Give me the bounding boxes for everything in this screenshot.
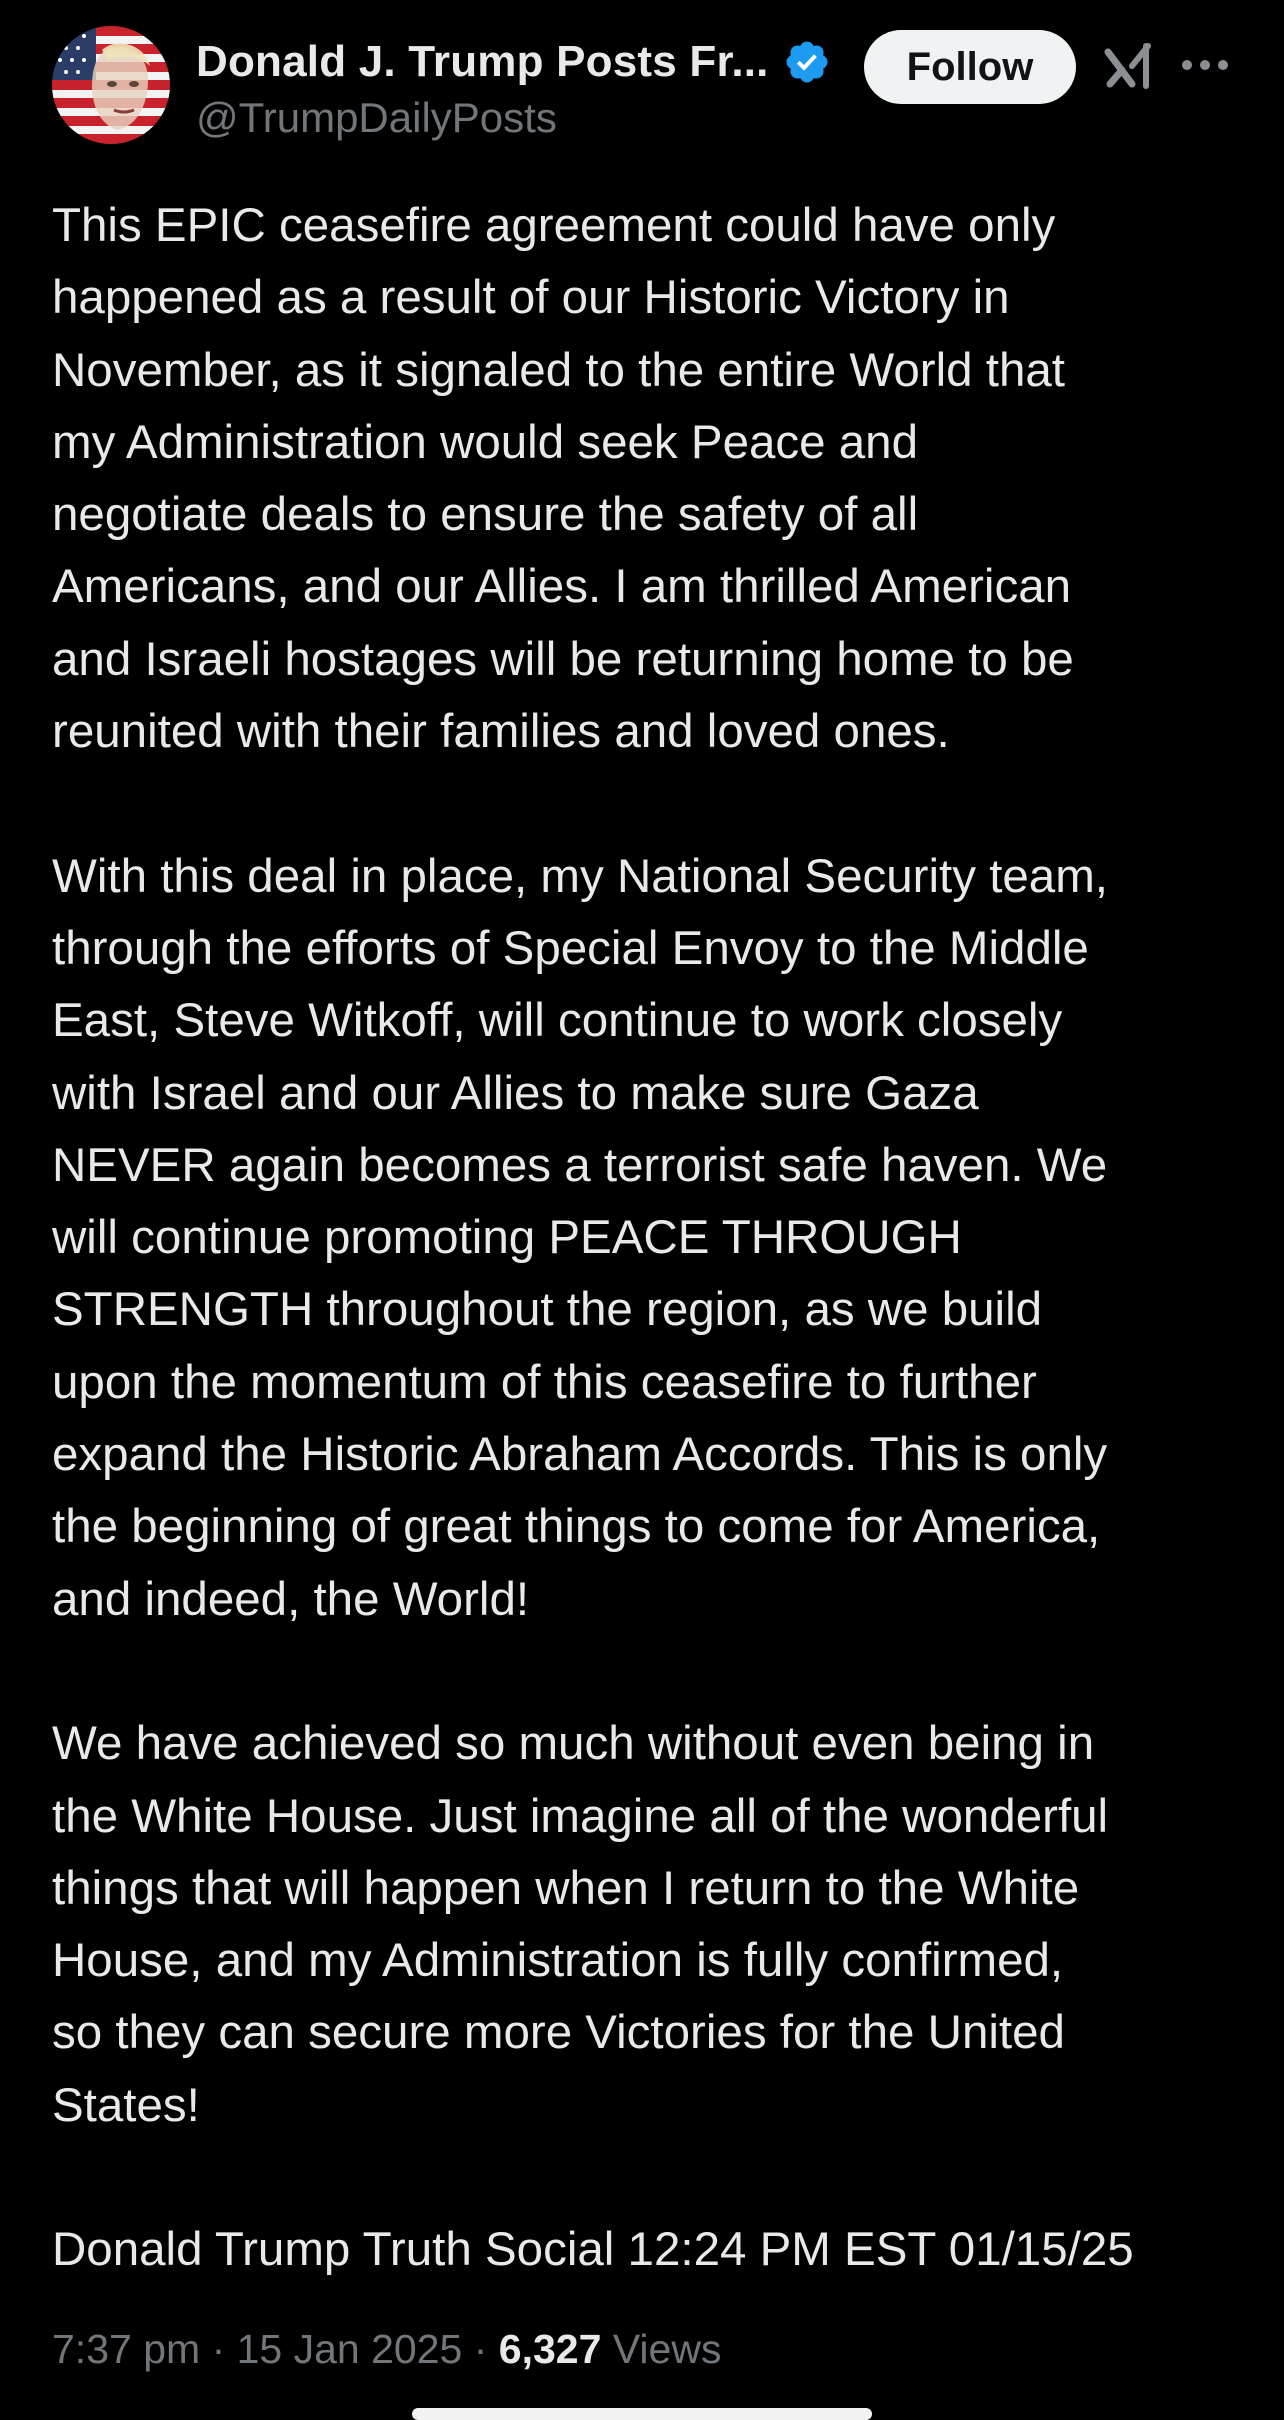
more-options-icon[interactable] [1178, 52, 1232, 78]
meta-separator: · [473, 2326, 488, 2372]
verified-badge-icon [783, 38, 831, 86]
post-header [52, 26, 1232, 150]
author-handle[interactable]: @TrumpDailyPosts [196, 94, 557, 141]
home-indicator[interactable] [412, 2408, 872, 2420]
post-source-line: Donald Trump Truth Social 12:24 PM EST 01/15/25 [52, 2223, 1134, 2277]
author-display-name[interactable]: Donald J. Trump Posts Fr... [196, 37, 769, 86]
post-time[interactable]: 7:37 pm [52, 2326, 201, 2372]
post-body [52, 190, 1242, 2287]
views-count[interactable]: 6,327 [498, 2326, 602, 2372]
meta-separator: · [211, 2326, 226, 2372]
follow-button[interactable]: Follow [864, 30, 1076, 104]
author-avatar[interactable] [52, 26, 170, 144]
flag-portrait-avatar [52, 26, 170, 144]
grok-icon[interactable] [1102, 38, 1158, 94]
post-paragraph: With this deal in place, my National Security team, through the efforts of Special Envoy to the Middle East, Steve Witkoff, will continue to work closely with Israel and our Allies to make sure Gaza NEVER again becomes a terrorist safe haven. We will continue promoting PEACE THROUGH STRENGTH throughout the region, as we build upon the momentum of this ceasefire to further expand the Historic Abraham Accords. This is only the beginning of great things to come for America, and indeed, the World! [52, 849, 1108, 1626]
post-paragraph: We have achieved so much without even being in the White House. Just imagine all of the wonderful things that will happen when I return to the White House, and my Administration is fully confirmed, so they can secure more Victories for the United States! [52, 1717, 1109, 2132]
views-label: Views [612, 2326, 722, 2372]
name-row [196, 34, 886, 90]
post-paragraph: This EPIC ceasefire agreement could have only happened as a result of our Historic Victory in November, as it signaled to the entire World that my Administration would seek Peace and negotiate deals to ensure the safety of all Americans, and our Allies. I am thrilled American and Israeli hostages will be returning home to be reunited with their families and loved ones. [52, 199, 1074, 759]
post-meta [52, 2326, 721, 2373]
author-identity [196, 34, 886, 142]
post-date[interactable]: 15 Jan 2025 [236, 2326, 463, 2372]
